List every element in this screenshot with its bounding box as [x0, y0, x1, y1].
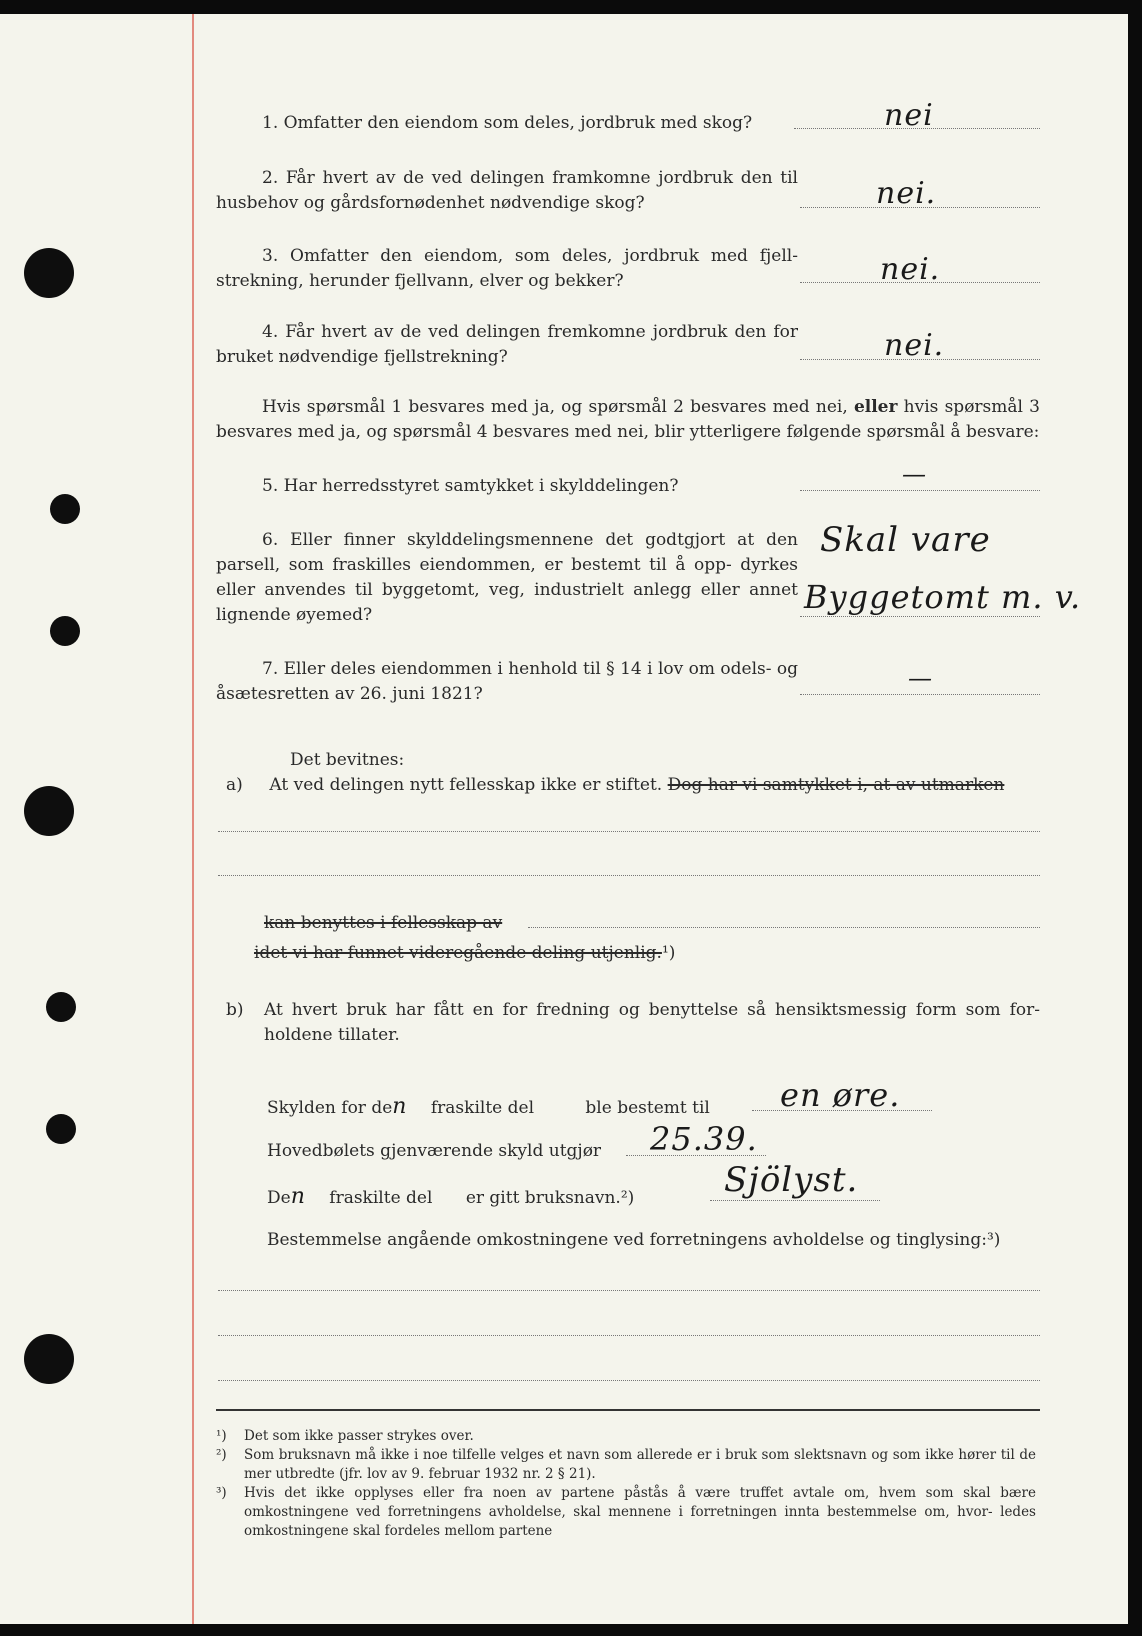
- struck-line-2-wrap: [254, 941, 675, 966]
- attest-a-label: a): [226, 775, 243, 795]
- blank-line: [218, 875, 1040, 876]
- footnote-text: Som bruksnavn må ikke i noe tilfelle velges et navn som allerede er i bruk som slektsnavn og som ikke hører til de mer utbredte (jfr. lov av 9. februar 1932 nr. 2 § 21).: [244, 1447, 1036, 1482]
- den-label-1: De: [267, 1188, 291, 1208]
- question-text: 4. Får hvert av de ved delingen fremkomne jordbruk den for bruket nødvendige fjellstrekning?: [216, 322, 798, 367]
- den-row: [267, 1184, 634, 1211]
- bestemmelse-label: Bestemmelse angående omkostningene ved forretningens avholdelse og tinglysing:³): [267, 1230, 1001, 1250]
- den-line: [710, 1200, 880, 1201]
- punch-hole: [24, 786, 74, 836]
- den-label-3: er gitt bruksnavn.²): [465, 1188, 635, 1208]
- answer-handwritten: nei.: [884, 328, 945, 363]
- footnote-text: Det som ikke passer strykes over.: [244, 1428, 474, 1444]
- footnote-rule: [216, 1409, 1040, 1411]
- conditional-post: hvis spørsmål 3 besvares med ja, og spørsmål 4 besvares med nei, blir ytterligere følgende spørsmål å besvare:: [216, 397, 1040, 442]
- margin-line: [192, 14, 194, 1624]
- question-4: [216, 320, 798, 370]
- question-text: 5. Har herredsstyret samtykket i skylddelingen?: [262, 476, 679, 496]
- struck-line-1: kan benyttes i fellesskap av: [264, 913, 503, 933]
- struck-line-2: idet vi har funnet videregående deling utjenlig.: [254, 943, 662, 963]
- footnote-num: ¹): [216, 1428, 227, 1444]
- struck-line-2-note: ¹): [661, 943, 676, 963]
- question-text: 3. Omfatter den eiendom, som deles, jordbruk med fjell- strekning, herunder fjellvann, elver og bekker?: [216, 246, 798, 291]
- question-6: [216, 528, 798, 628]
- punch-hole: [24, 1334, 74, 1384]
- question-5: [262, 474, 679, 499]
- den-label-2: fraskilte del: [329, 1188, 433, 1208]
- hoved-label: Hovedbølets gjenværende skyld utgjør: [267, 1141, 602, 1161]
- skylden-label-2: fraskilte del: [430, 1098, 535, 1118]
- answer-handwritten: Skal vare: [820, 520, 991, 560]
- attest-a-text: At ved delingen nytt fellesskap ikke er stiftet.: [269, 775, 663, 795]
- blank-line: [218, 1290, 1040, 1291]
- question-text: 7. Eller deles eiendommen i henhold til § 14 i lov om odels- og åsætesretten av 26. juni 1821?: [216, 659, 798, 704]
- attest-b: [226, 998, 1040, 1048]
- footnotes: [216, 1427, 1036, 1541]
- footnote-1: [216, 1427, 1036, 1446]
- punch-hole: [50, 494, 80, 524]
- skylden-row: [267, 1094, 710, 1121]
- answer-handwritten: nei.: [876, 176, 937, 211]
- answer-handwritten: nei: [884, 98, 934, 133]
- footnote-3: [216, 1484, 1036, 1541]
- conditional-paragraph: [216, 395, 1040, 445]
- blank-line: [218, 1335, 1040, 1336]
- skylden-hand: n: [392, 1094, 408, 1119]
- attest-a-struck: Dog har vi samtykket i, at av utmarken: [667, 775, 1005, 795]
- footnote-num: ²): [216, 1447, 227, 1463]
- answer-handwritten: nei.: [880, 252, 941, 287]
- answer-handwritten: —: [908, 664, 933, 692]
- punch-hole: [46, 992, 76, 1022]
- punch-hole: [24, 248, 74, 298]
- attest-heading: Det bevitnes:: [290, 750, 405, 770]
- conditional-bold: eller: [853, 397, 898, 417]
- attest-a: [226, 773, 1004, 798]
- blank-line: [218, 831, 1040, 832]
- question-7: [216, 657, 798, 707]
- skylden-label-3: ble bestemt til: [585, 1098, 710, 1118]
- answer-line: [800, 616, 1040, 617]
- document-page: [0, 14, 1128, 1624]
- question-2: [216, 166, 798, 216]
- footnote-2: [216, 1446, 1036, 1484]
- question-text: 2. Får hvert av de ved delingen framkomne jordbruk den til husbehov og gårdsfornødenhet nødvendige skog?: [216, 168, 798, 213]
- question-text: 6. Eller finner skylddelingsmennene det godtgjort at den parsell, som fraskilles eiendommen, er bestemt til å opp- dyrkes eller anvendes til byggetomt, veg, industrielt anlegg eller annet lignende øyemed?: [216, 530, 798, 625]
- answer-line: [800, 694, 1040, 695]
- den-value: Sjölyst.: [724, 1160, 859, 1200]
- blank-line: [528, 927, 1040, 928]
- attest-b-label: b): [226, 1000, 244, 1020]
- blank-line: [218, 1380, 1040, 1381]
- answer-handwritten-2: Byggetomt m. v.: [804, 578, 1082, 616]
- answer-handwritten: —: [902, 460, 927, 488]
- question-text: 1. Omfatter den eiendom som deles, jordbruk med skog?: [262, 113, 753, 133]
- question-3: [216, 244, 798, 294]
- skylden-value: en øre.: [780, 1076, 901, 1114]
- footnote-text: Hvis det ikke opplyses eller fra noen av partene påstås å være truffet avtale om, hvem som skal bære omkostningene ved forretningens avholdelse, skal mennene i forretningen innta bestemmelse om, hvor- ledes omkostningene skal fordeles mellom partene: [244, 1485, 1036, 1539]
- footnote-num: ³): [216, 1485, 227, 1501]
- question-1: [262, 111, 752, 136]
- attest-b-text: At hvert bruk har fått en for fredning og benyttelse så hensiktsmessig form som for- holdene tillater.: [264, 1000, 1040, 1045]
- conditional-pre: Hvis spørsmål 1 besvares med ja, og spørsmål 2 besvares med nei,: [262, 397, 848, 417]
- skylden-label-1: Skylden for de: [267, 1098, 393, 1118]
- punch-hole: [50, 616, 80, 646]
- answer-line: [800, 490, 1040, 491]
- hoved-value: 25.39.: [650, 1120, 758, 1158]
- punch-hole: [46, 1114, 76, 1144]
- den-hand: n: [290, 1184, 306, 1209]
